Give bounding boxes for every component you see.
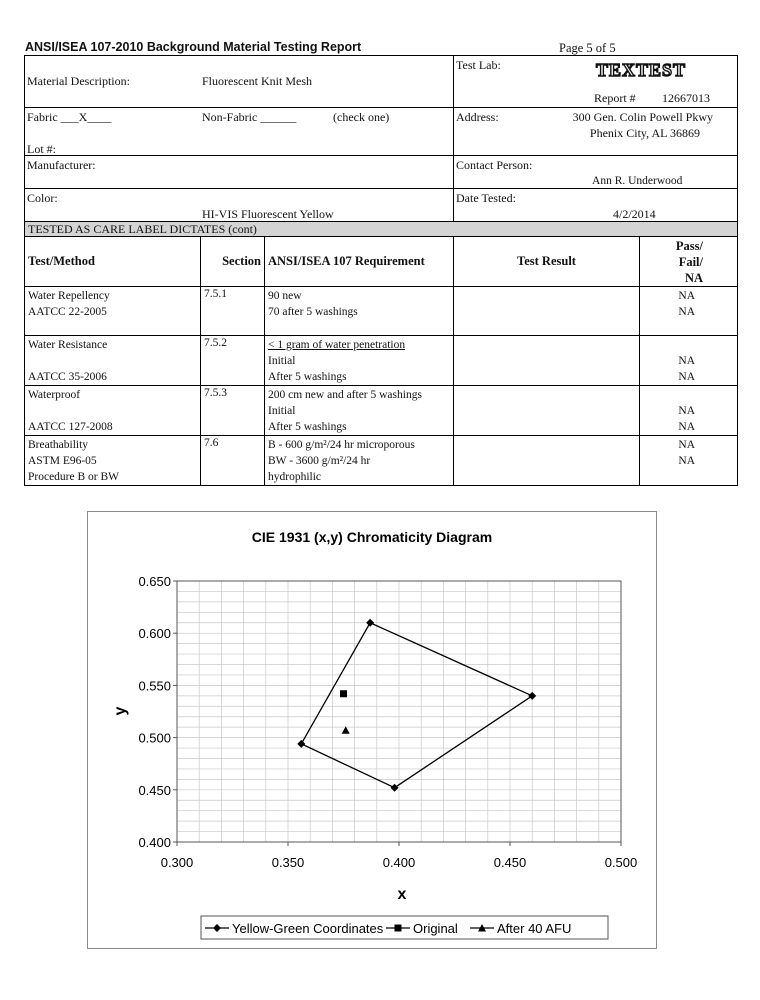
pass-cell — [640, 436, 738, 486]
col-method: Test/Method — [25, 237, 201, 287]
chart-series — [297, 619, 536, 792]
col-result: Test Result — [454, 237, 640, 287]
result-cell — [454, 287, 640, 336]
fabric-row — [25, 108, 738, 156]
method-cell — [25, 386, 201, 436]
pass-line: NA — [678, 439, 696, 451]
color-value: HI-VIS Fluorescent Yellow — [202, 207, 334, 221]
requirement-line: B - 600 g/m²/24 hr microporous — [268, 439, 415, 451]
method-line — [28, 403, 197, 419]
test-lab-cell — [454, 56, 738, 108]
data-point-diamond — [391, 784, 399, 792]
requirement-cell — [265, 287, 454, 336]
pass-line: NA — [678, 290, 696, 302]
col-pass — [640, 237, 738, 287]
address-cell — [454, 108, 738, 156]
color-cell — [25, 189, 454, 222]
requirement-line: < 1 gram of water penetration — [268, 339, 406, 351]
method-line: Breathability — [28, 439, 89, 451]
pass-cell — [640, 287, 738, 336]
requirement-line: 70 after 5 washings — [268, 306, 358, 318]
section-cell: 7.6 — [201, 436, 265, 486]
table-row — [25, 287, 738, 336]
legend-label: After 40 AFU — [497, 921, 572, 936]
pass-line: NA — [678, 405, 696, 417]
contact-label: Contact Person: — [456, 158, 533, 172]
chart-ticks — [138, 574, 637, 870]
method-line: AATCC 22-2005 — [28, 306, 107, 318]
y-tick-label: 0.400 — [138, 835, 171, 850]
section-cell: 7.5.1 — [201, 287, 265, 336]
pass-cell — [640, 336, 738, 386]
manufacturer-cell — [25, 156, 454, 189]
method-line: Waterproof — [28, 389, 81, 401]
page-number: Page 5 of 5 — [559, 41, 616, 55]
method-line: Procedure B or BW — [28, 471, 120, 483]
x-tick-label: 0.350 — [271, 855, 305, 870]
requirement-line: hydrophilic — [268, 471, 322, 483]
method-line: ASTM E96-05 — [28, 455, 97, 467]
color-label: Color: — [27, 191, 58, 205]
col-pass-line2: Fail/ — [678, 254, 704, 269]
material-cell — [25, 56, 454, 108]
date-cell — [454, 189, 738, 222]
requirement-line: Initial — [268, 405, 296, 417]
data-point-diamond — [366, 619, 374, 627]
contact-cell — [454, 156, 738, 189]
pass-line: NA — [678, 455, 696, 467]
requirement-line: After 5 washings — [268, 421, 347, 433]
chart-title: CIE 1931 (x,y) Chromaticity Diagram — [251, 529, 493, 545]
method-line: AATCC 35-2006 — [28, 371, 107, 383]
requirement-cell — [265, 386, 454, 436]
manufacturer-label: Manufacturer: — [27, 158, 96, 172]
method-cell — [25, 287, 201, 336]
column-header-row — [25, 237, 738, 287]
data-point-square — [340, 690, 347, 697]
chart-grid — [177, 581, 621, 842]
date-label: Date Tested: — [456, 191, 516, 205]
y-tick-label: 0.450 — [138, 782, 171, 798]
x-tick-label: 0.400 — [382, 855, 416, 870]
report-number: 12667013 — [662, 91, 711, 105]
pass-line: NA — [678, 421, 696, 433]
chart-svg — [88, 512, 656, 948]
pass-line: NA — [678, 306, 696, 318]
method-cell — [25, 336, 201, 386]
pass-cell — [640, 386, 738, 436]
y-tick-label: 0.550 — [138, 678, 171, 694]
table-row — [25, 436, 738, 486]
report-label: Report # — [594, 91, 636, 105]
col-pass-line1: Pass/ — [675, 238, 704, 253]
chromaticity-chart — [87, 511, 657, 949]
pass-line — [643, 337, 695, 353]
data-point-diamond — [528, 692, 536, 700]
date-value: 4/2/2014 — [613, 207, 656, 221]
requirement-line: 90 new — [268, 290, 302, 302]
col-pass-line3: NA — [684, 270, 704, 285]
method-line — [28, 353, 197, 369]
fabric-cell — [25, 108, 454, 156]
check-one-text: (check one) — [333, 110, 390, 124]
material-value: Fluorescent Knit Mesh — [202, 74, 312, 88]
data-point-diamond — [297, 740, 305, 748]
requirement-cell — [265, 436, 454, 486]
care-label-row — [25, 222, 738, 237]
pass-line: NA — [678, 355, 696, 367]
series-line — [301, 623, 532, 788]
chart-legend — [201, 916, 608, 939]
y-tick-label: 0.600 — [138, 626, 171, 642]
address-line2: Phenix City, AL 36869 — [589, 126, 701, 140]
legend-label: Yellow-Green Coordinates — [232, 921, 384, 936]
y-tick-label: 0.500 — [138, 730, 171, 746]
table-row — [25, 336, 738, 386]
method-cell — [25, 436, 201, 486]
color-row — [25, 189, 738, 222]
contact-value: Ann R. Underwood — [592, 175, 683, 187]
section-cell: 7.5.3 — [201, 386, 265, 436]
col-requirement: ANSI/ISEA 107 Requirement — [265, 237, 454, 287]
address-label: Address: — [456, 110, 499, 124]
care-label: TESTED AS CARE LABEL DICTATES (cont) — [25, 222, 738, 237]
pass-line — [643, 387, 695, 403]
x-axis-label: x — [397, 886, 407, 903]
result-cell — [454, 386, 640, 436]
x-tick-label: 0.500 — [604, 855, 638, 870]
report-table — [24, 55, 738, 486]
legend-label: Original — [413, 921, 458, 936]
section-cell: 7.5.2 — [201, 336, 265, 386]
requirement-cell — [265, 336, 454, 386]
result-cell — [454, 336, 640, 386]
fabric-text: Fabric ___X____ — [27, 110, 112, 124]
textest-logo — [594, 60, 688, 80]
requirement-line: BW - 3600 g/m²/24 hr — [268, 455, 371, 467]
legend-marker-square — [395, 925, 402, 932]
manufacturer-row — [25, 156, 738, 189]
logo-text: TEXTEST — [595, 60, 687, 80]
table-row — [25, 386, 738, 436]
x-tick-label: 0.300 — [160, 855, 194, 870]
result-cell — [454, 436, 640, 486]
y-axis-label: y — [112, 706, 129, 716]
method-line: Water Resistance — [28, 339, 108, 351]
address-line1: 300 Gen. Colin Powell Pkwy — [572, 110, 714, 124]
method-line: AATCC 127-2008 — [28, 421, 113, 433]
lot-label: Lot #: — [27, 142, 56, 156]
material-row — [25, 56, 738, 108]
y-tick-label: 0.650 — [138, 574, 171, 589]
nonfabric-text: Non-Fabric ______ — [202, 110, 297, 124]
pass-line: NA — [678, 371, 696, 383]
requirement-line: After 5 washings — [268, 371, 347, 383]
x-tick-label: 0.450 — [493, 855, 527, 870]
method-line: Water Repellency — [28, 290, 110, 302]
test-lab-label: Test Lab: — [456, 58, 501, 72]
col-section: Section — [201, 237, 265, 287]
requirement-line: Initial — [268, 355, 296, 367]
report-title: ANSI/ISEA 107-2010 Background Material Testing Report — [25, 40, 362, 54]
requirement-line: 200 cm new and after 5 washings — [268, 389, 422, 401]
material-label: Material Description: — [27, 74, 130, 88]
